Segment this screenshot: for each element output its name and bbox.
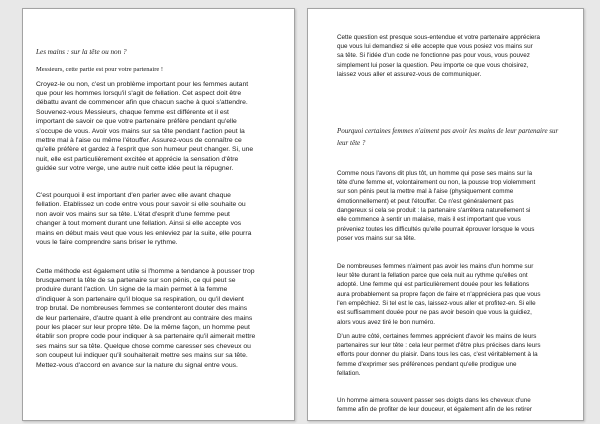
text-line: émotionnellement) et peut l'étouffer. Ce n'est généralement pas: [337, 197, 514, 205]
paragraph: [337, 33, 540, 80]
heading-line: leur tête ?: [337, 139, 366, 147]
text-line: de leur partenaire, d'autre quant à elle prendront au contraire des mains: [36, 314, 253, 322]
text-line: leur tête durant la fellation parce que cela nuit au rythme qu'elles ont: [337, 271, 528, 279]
paragraph: [337, 332, 541, 379]
text-line: d'indiquer à son partenaire qu'il bloque sa respiration, ou qu'il devient: [36, 295, 244, 303]
text-line: dangereux si cela se produit : la partenaire s'arrêtera naturellement si: [337, 206, 531, 214]
text-line: simplement lui poser la question. Peu importe ce que vous choisirez,: [337, 61, 529, 69]
right-page: [307, 8, 584, 421]
intro-line: Messieurs, cette partie est pour votre partenaire !: [36, 66, 164, 73]
text-line: vous le faire comprendre sans briser le rythme.: [36, 239, 178, 247]
section-heading: Les mains : sur la tête ou non ?: [36, 48, 127, 56]
text-line: sa tête. Si l'idée d'un code ne fonctionne pas pour vous, vous pouvez: [337, 52, 530, 60]
text-line: Cette méthode est également utile si l'homme a tendance à pousser trop: [36, 267, 255, 275]
text-line: non avoir vos mains sur sa tête. L'état d'esprit d'une femme peut: [36, 210, 230, 218]
text-line: poser vos mains sur sa tête.: [337, 234, 416, 242]
paragraph: [36, 80, 253, 174]
text-line: guidée sur votre verge, une autre nuit cette idée peut la répugner.: [36, 165, 234, 173]
text-line: femme afin de profiter de leur douceur, et également afin de les retirer: [337, 405, 532, 413]
text-line: que vous lui demandiez si elle accepte que vous posiez vos mains sur: [337, 42, 533, 50]
text-line: laissez vous aller et assurez-vous de communiquer.: [337, 70, 482, 78]
text-line: mains en début mais veut que vous les enleviez par la suite, elle pourra: [36, 229, 252, 237]
text-line: adopté. Une femme qui est particulièrement douée pour les fellations: [337, 281, 530, 289]
text-line: Croyez-le ou non, c'est un problème important pour les femmes autant: [36, 80, 249, 88]
text-line: brusquement la tête de sa partenaire sur son pénis, ce qui peut se: [36, 276, 236, 284]
text-line: mettre mal à l'aise ou même l'étouffer. Assurez-vous de connaître ce: [36, 136, 242, 144]
text-line: alors vous avez tiré le bon numéro.: [337, 318, 436, 326]
text-line: Un homme aimera souvent passer ses doigts dans les cheveux d'une: [337, 396, 531, 404]
text-line: aura probablement sa propre façon de faire et n'appréciera pas que vous: [337, 290, 541, 298]
text-line: tête d'une femme et, volontairement ou non, la pousse trop violemment: [337, 178, 536, 186]
text-line: préveniez toutes les difficultés qu'elle pourrait éprouver lorsque le vous: [337, 225, 535, 233]
text-line: débattu avant de commencer afin que chacun sache à quoi s'attendre.: [36, 99, 248, 107]
section-heading: [337, 125, 558, 149]
text-line: elle commence à sentir un malaise, mais il est important que vous: [337, 216, 521, 224]
text-line: D'un autre côté, certaines femmes apprécient d'avoir les mains de leurs: [337, 332, 537, 340]
text-line: Comme nous l'avons dit plus tôt, un homme qui pose ses mains sur la: [337, 169, 533, 177]
text-line: nuit, elle est particulièrement excitée et apprécie la sensation d'être: [36, 155, 239, 163]
text-line: trop brutal. De nombreuses femmes se contenteront douter des mains: [36, 305, 248, 313]
text-line: produire durant l'action. Un signe de la main permet à la femme: [36, 286, 228, 294]
text-line: changer à tout moment durant une fellation. Ainsi si elle accepte vos: [36, 220, 242, 228]
text-line: Cette question est presque sous-entendue et votre partenaire appréciera: [337, 33, 541, 41]
text-line: s'occupe de vous. Avoir vos mains sur sa tête pendant l'action peut la: [36, 127, 245, 135]
text-line: que pour les hommes lorsqu'il s'agit de fellation. Cet aspect doit être: [36, 89, 242, 97]
text-line: efforts pour donner du plaisir. Dans tous les cas, c'est véritablement à la: [337, 351, 538, 359]
text-line: partenaires sur leur tête : cela leur permet d'être plus précises dans leurs: [337, 341, 541, 349]
text-line: l'en empêchiez. Si tel est le cas, laissez-vous aller et profitez-en. Si elle: [337, 299, 536, 307]
text-line: ses mains sur sa tête. Quelque chose comme caresser ses cheveux ou: [36, 342, 251, 350]
text-line: femme d'exprimer ses préférences pendant qu'elle prodigue une: [337, 360, 517, 368]
left-page: [22, 8, 295, 421]
text-line: est suffisamment douée pour ne pas avoir besoin que vous la guidiez,: [337, 309, 532, 317]
text-line: fellation. Etablissez un code entre vous pour savoir si elle souhaite ou: [36, 201, 246, 209]
text-line: C'est pourquoi il est important d'en parler avec elle avant chaque: [36, 191, 231, 199]
text-line: Mettez-vous d'accord en avance sur la nature du signal entre vous.: [36, 361, 238, 369]
paragraph: [337, 396, 532, 415]
text-line: qu'elle préfère et gardez à l'esprit que son humeur peut changer. Si, une: [36, 146, 254, 154]
text-line: son coupeut lui indiquer qu'il souhaiterait mettre ses mains sur sa tête.: [36, 352, 248, 360]
paragraph: [337, 169, 535, 244]
text-line: pour les placer sur leur propre tête. De la même façon, un homme peut: [36, 323, 250, 331]
heading-line: Pourquoi certaines femmes n'aiment pas avoir les mains de leur partenaire sur: [337, 127, 559, 135]
paragraph: [36, 191, 251, 249]
text-line: sur son pénis peut la mettre mal à l'aise (physiquement comme: [337, 188, 514, 196]
text-line: Souvenez-vous Messieurs, chaque femme est différente et il est: [36, 108, 229, 116]
paragraph: [337, 262, 541, 327]
text-line: De nombreuses femmes n'aiment pas avoir les mains d'un homme sur: [337, 262, 534, 270]
text-line: fellation.: [337, 369, 361, 377]
paragraph: [36, 267, 255, 370]
text-line: établir son propre code pour indiquer à sa partenaire qu'il aimerait mettre: [36, 333, 256, 341]
text-line: important de savoir ce que votre partenaire préfère pendant qu'elle: [36, 118, 237, 126]
